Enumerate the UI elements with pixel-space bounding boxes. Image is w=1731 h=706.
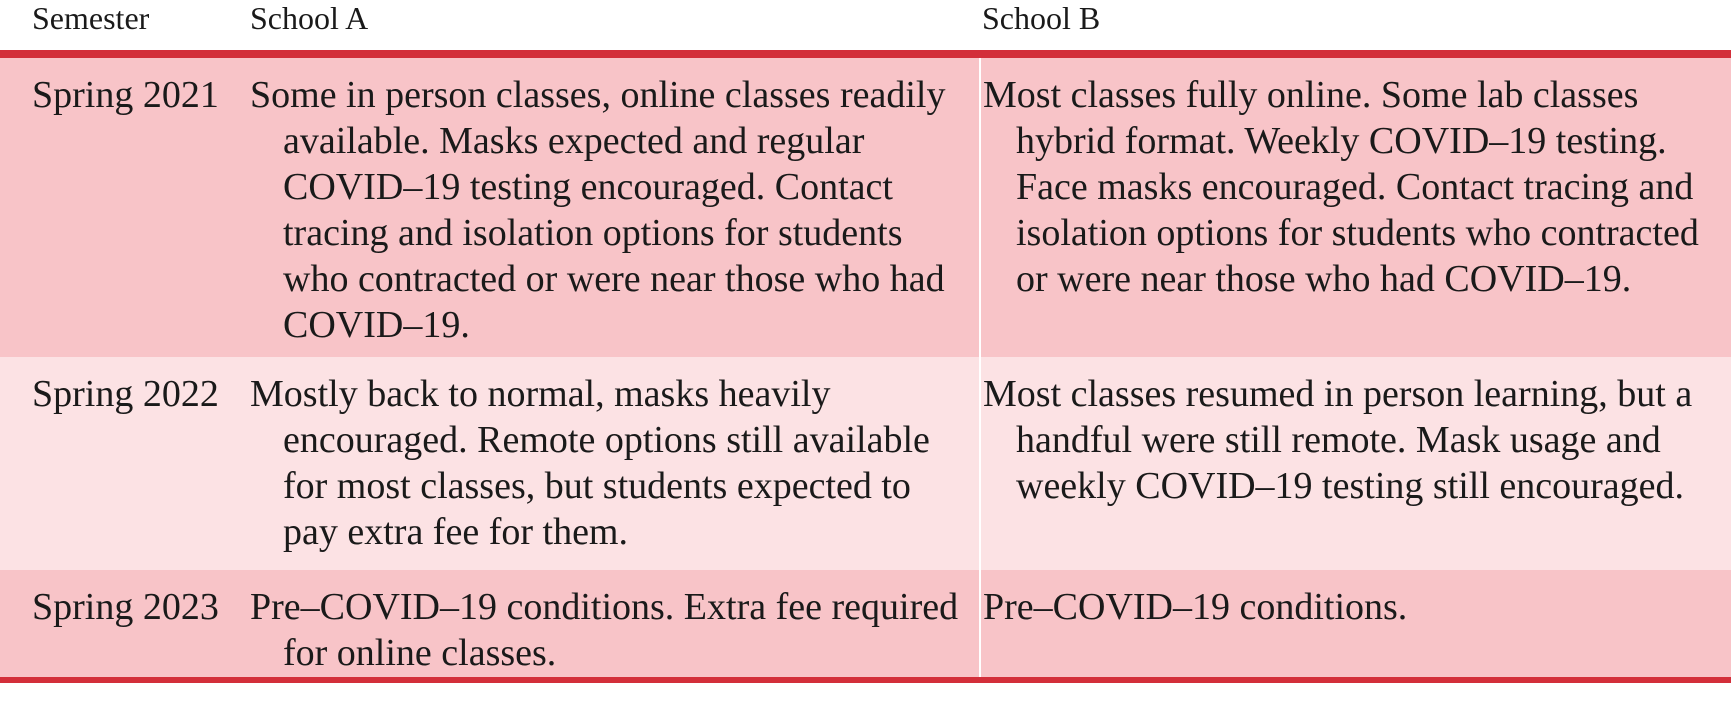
school-a-cell (244, 570, 980, 680)
header-school-b: School B (980, 0, 1731, 54)
school-a-text: Some in person classes, online classes readily available. Masks expected and regular COVID–19 testing encouraged. Contact tracing and isolation options for students who contracted or were near those who had COVID–19. (250, 74, 946, 346)
school-a-text: Pre–COVID–19 conditions. Extra fee required for online classes. (250, 586, 959, 674)
semester-cell: Spring 2021 (0, 54, 244, 357)
table-row (0, 54, 1731, 357)
school-b-cell (980, 570, 1731, 680)
header-school-a: School A (244, 0, 980, 54)
school-a-cell (244, 357, 980, 570)
table-row (0, 570, 1731, 680)
semester-cell: Spring 2023 (0, 570, 244, 680)
table-row (0, 357, 1731, 570)
school-a-text: Mostly back to normal, masks heavily encouraged. Remote options still available for most classes, but students expected to pay extra fee for them. (250, 373, 930, 553)
school-a-cell (244, 54, 980, 357)
table-header (0, 0, 1731, 54)
school-b-cell (980, 54, 1731, 357)
semester-cell: Spring 2022 (0, 357, 244, 570)
school-b-cell (980, 357, 1731, 570)
header-row (0, 0, 1731, 54)
header-semester: Semester (0, 0, 244, 54)
school-b-text: Pre–COVID–19 conditions. (983, 586, 1408, 628)
table-body (0, 54, 1731, 680)
school-b-text: Most classes fully online. Some lab classes hybrid format. Weekly COVID–19 testing. Face masks encouraged. Contact tracing and isolation options for students who contracted or were near those who had COVID–19. (983, 74, 1699, 300)
school-b-text: Most classes resumed in person learning, but a handful were still remote. Mask usage and weekly COVID–19 testing still encouraged. (983, 373, 1693, 507)
